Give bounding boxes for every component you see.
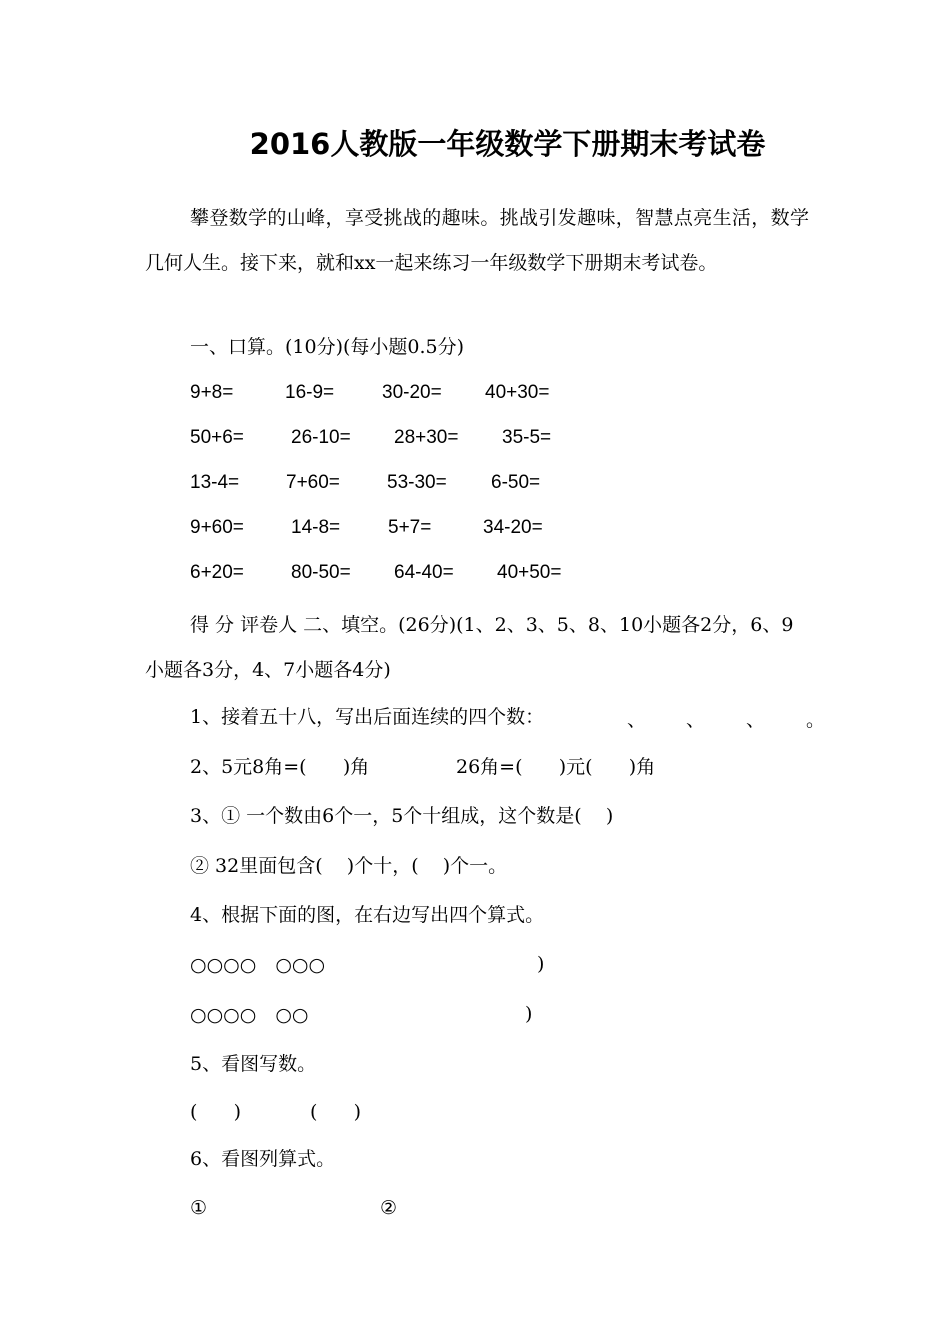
arith-r4-c1: 80-50= [291, 562, 351, 583]
intro-paragraph: 攀登数学的山峰，享受挑战的趣味。挑战引发趣味，智慧点亮生活，数学几何人生。接下来，就和xx一起来练习一年级数学下册期末考试卷。 [145, 207, 809, 274]
arith-r3-c1: 14-8= [291, 517, 341, 538]
q4-circles-row-1: ○○○○ ○○○ [190, 954, 326, 976]
arith-r0-c0: 9+8= [190, 382, 234, 403]
arith-r2-c3: 6-50= [491, 472, 541, 493]
arith-r1-c2: 28+30= [394, 427, 459, 448]
arith-r2-c0: 13-4= [190, 472, 240, 493]
q1-blank-1: 、 [627, 709, 647, 731]
q1-text: 1、接着五十八，写出后面连续的四个数： [190, 706, 545, 728]
q6-figure-2-marker: ② [380, 1197, 398, 1219]
q6-text: 6、看图列算式。 [190, 1148, 336, 1170]
q4-row-1-end: ) [537, 953, 545, 975]
q5-blank-b: ( ) [310, 1101, 362, 1123]
q6-figure-1-marker: ① [190, 1197, 208, 1219]
arith-r1-c3: 35-5= [502, 427, 552, 448]
arith-r1-c0: 50+6= [190, 427, 244, 448]
arith-r0-c3: 40+30= [485, 382, 550, 403]
arith-r3-c2: 5+7= [388, 517, 432, 538]
section2-heading: 得 分 评卷人 二、填空。(26分)(1、2、3、5、8、10小题各2分，6、9小题各3分，4、7小题各4分) [145, 614, 794, 681]
q1-blank-2: 、 [686, 709, 706, 731]
q2-part-a: 2、5元8角=( )角 [190, 756, 370, 778]
arith-r0-c1: 16-9= [285, 382, 335, 403]
arith-r4-c3: 40+50= [497, 562, 562, 583]
arith-r3-c3: 34-20= [483, 517, 543, 538]
page-title: 2016人教版一年级数学下册期末考试卷 [249, 127, 766, 161]
arith-r4-c2: 64-40= [394, 562, 454, 583]
q3-part-a: 3、① 一个数由6个一，5个十组成，这个数是( ) [190, 805, 614, 827]
q4-circles-row-2: ○○○○ ○○ [190, 1004, 309, 1026]
arith-r3-c0: 9+60= [190, 517, 244, 538]
q4-text: 4、根据下面的图，在右边写出四个算式。 [190, 904, 545, 926]
arith-r1-c1: 26-10= [291, 427, 351, 448]
q1-blank-4: 。 [806, 709, 826, 731]
q3-part-b: ② 32里面包含( )个十，( )个一。 [190, 855, 508, 877]
arith-r2-c2: 53-30= [387, 472, 447, 493]
q1-blank-3: 、 [746, 709, 766, 731]
q4-row-2-end: ) [525, 1003, 533, 1025]
q5-text: 5、看图写数。 [190, 1053, 317, 1075]
arith-r2-c1: 7+60= [286, 472, 340, 493]
q2-part-b: 26角=( )元( )角 [456, 756, 656, 778]
section1-heading: 一、口算。(10分)(每小题0.5分) [190, 336, 465, 358]
arith-r0-c2: 30-20= [382, 382, 442, 403]
q5-blank-a: ( ) [190, 1101, 242, 1123]
arith-r4-c0: 6+20= [190, 562, 244, 583]
